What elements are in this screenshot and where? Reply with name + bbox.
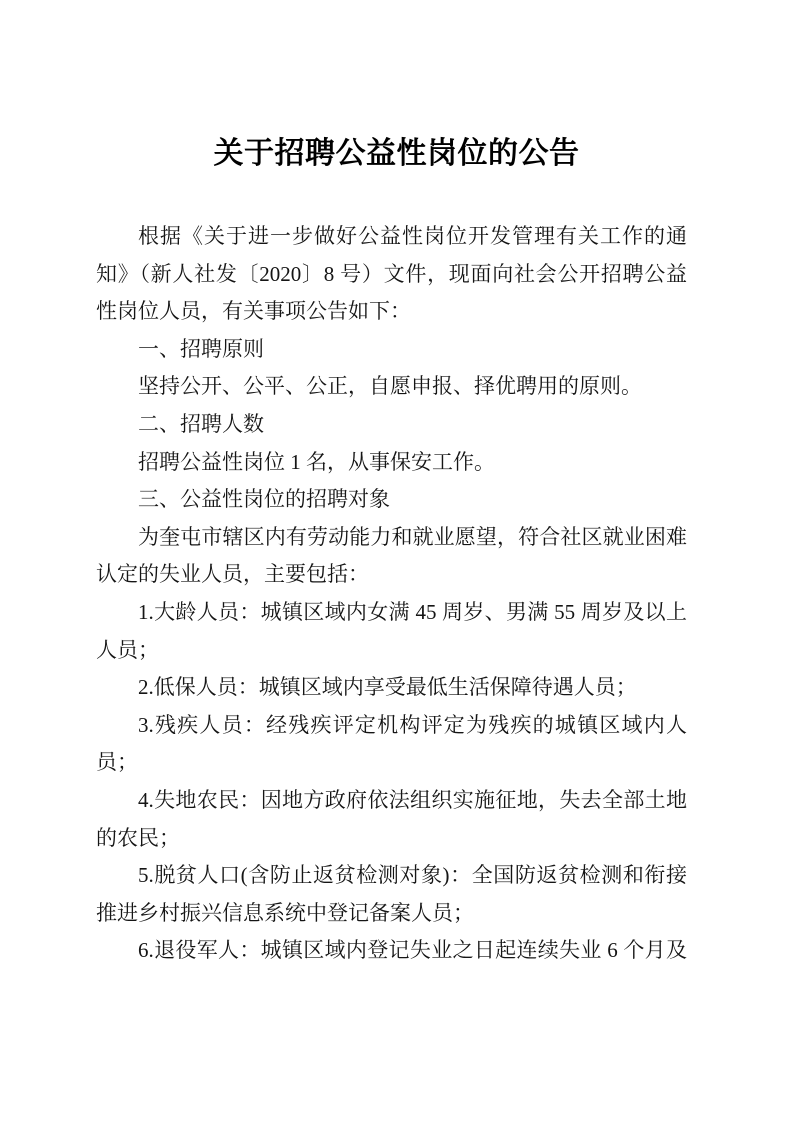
paragraph (96, 594, 687, 669)
text-line: 知》（新人社发〔2020〕8 号）文件，现面向社会公开招聘公益 (96, 261, 687, 286)
paragraph (96, 519, 687, 594)
text-line: 一、招聘原则 (138, 336, 264, 361)
text-line: 三、公益性岗位的招聘对象 (138, 487, 390, 512)
paragraph (96, 669, 687, 707)
document-title: 关于招聘公益性岗位的公告 (213, 137, 580, 170)
text-line: 5.脱贫人口(含防止返贫检测对象)：全国防返贫检测和衔接 (138, 863, 687, 888)
paragraph (96, 406, 687, 444)
text-line: 1.大龄人员：城镇区域内女满 45 周岁、男满 55 周岁及以上 (138, 599, 687, 624)
text-line: 性岗位人员，有关事项公告如下： (96, 299, 411, 324)
text-line: 推进乡村振兴信息系统中登记备案人员； (96, 900, 474, 925)
text-line: 6.退役军人：城镇区域内登记失业之日起连续失业 6 个月及 (138, 938, 687, 963)
text-line: 招聘公益性岗位 1 名，从事保安工作。 (138, 449, 495, 474)
text-line: 坚持公开、公平、公正，自愿申报、择优聘用的原则。 (138, 374, 642, 399)
paragraph (96, 368, 687, 406)
paragraph (96, 481, 687, 519)
text-line: 2.低保人员：城镇区域内享受最低生活保障待遇人员； (138, 675, 637, 700)
text-line: 人员； (96, 637, 159, 662)
text-line: 为奎屯市辖区内有劳动能力和就业愿望，符合社区就业困难 (138, 524, 687, 549)
paragraph (96, 331, 687, 369)
paragraph (96, 782, 687, 857)
text-line: 3.残疾人员：经残疾评定机构评定为残疾的城镇区域内人 (138, 712, 687, 737)
paragraph (96, 857, 687, 932)
paragraph (96, 707, 687, 782)
paragraph (96, 218, 687, 331)
text-line: 根据《关于进一步做好公益性岗位开发管理有关工作的通 (138, 224, 687, 248)
paragraph (96, 932, 687, 970)
text-line: 认定的失业人员，主要包括： (96, 562, 369, 587)
text-line: 员； (96, 750, 138, 775)
text-line: 4.失地农民：因地方政府依法组织实施征地，失去全部土地 (138, 787, 687, 812)
text-line: 的农民； (96, 825, 180, 850)
text-line: 二、招聘人数 (138, 411, 264, 436)
paragraph (96, 444, 687, 482)
document-body (96, 218, 687, 970)
